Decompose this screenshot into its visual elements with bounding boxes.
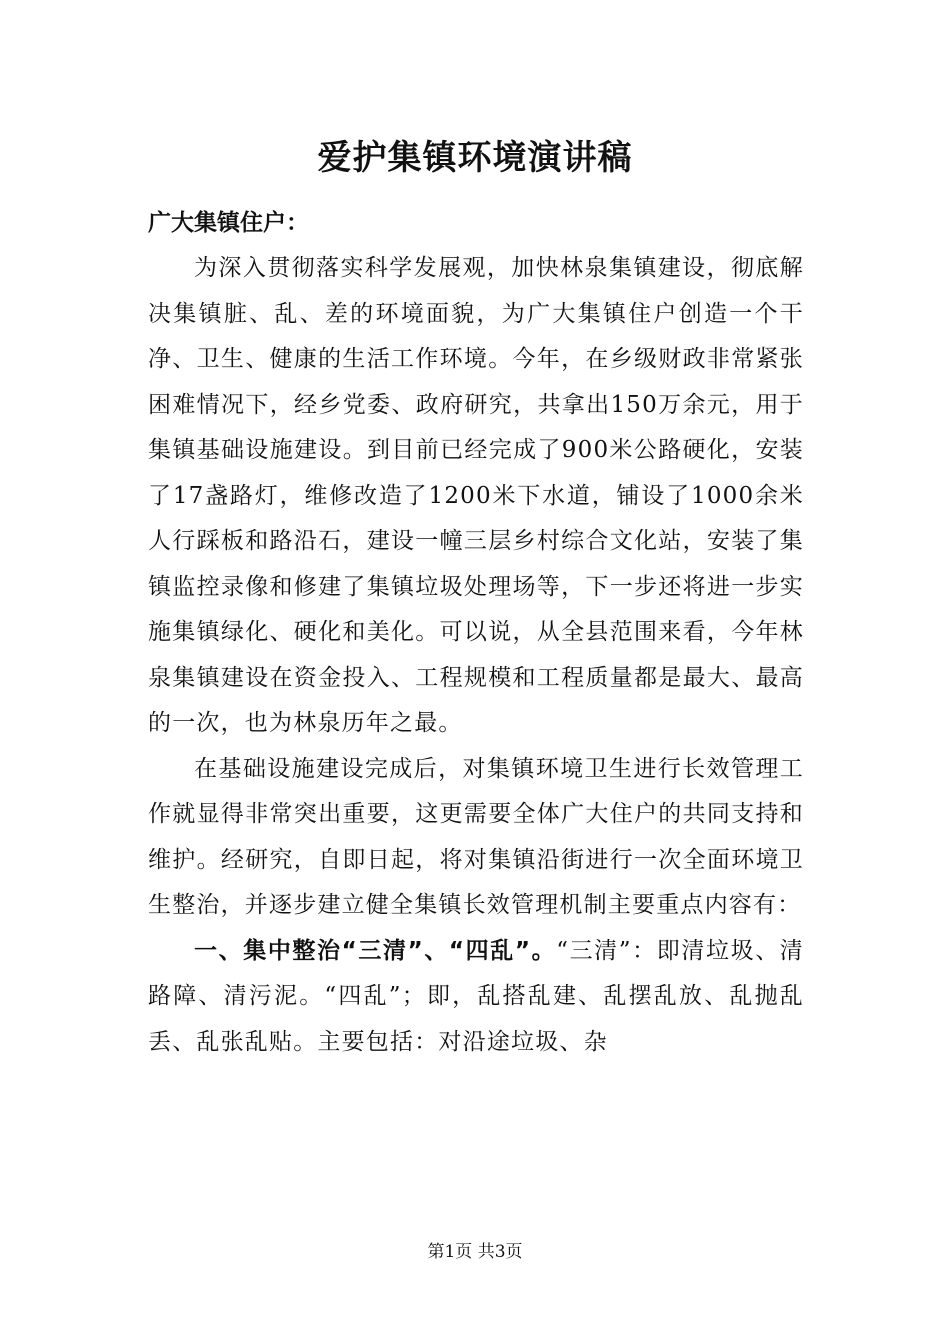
section-one-paragraph: [148, 929, 804, 1066]
paragraph: 为深入贯彻落实科学发展观，加快林泉集镇建设，彻底解决集镇脏、乱、差的环境面貌，为广大集镇住户创造一个干净、卫生、健康的生活工作环境。今年，在乡级财政非常紧张困难情况下，经乡党委、政府研究，共拿出150万余元，用于集镇基础设施建设。到目前已经完成了900米公路硬化，安装了17盏路灯，维修改造了1200米下水道，铺设了1000余米人行踩板和路沿石，建设一幢三层乡村综合文化站，安装了集镇监控录像和修建了集镇垃圾处理场等，下一步还将进一步实施集镇绿化、硬化和美化。可以说，从全县范围来看，今年林泉集镇建设在资金投入、工程规模和工程质量都是最大、最高的一次，也为林泉历年之最。: [148, 255, 804, 736]
salutation: 广大集镇住户：: [148, 210, 309, 236]
paragraph: 在基础设施建设完成后，对集镇环境卫生进行长效管理工作就显得非常突出重要，这更需要全体广大住户的共同支持和维护。经研究，自即日起，将对集镇沿街进行一次全面环境卫生整治，并逐步建立健全集镇长效管理机制主要重点内容有：: [148, 755, 804, 918]
page-number: 第1页 共3页: [427, 1242, 523, 1262]
section-one-heading: 一、集中整治“三清”、“四乱”。: [194, 937, 557, 964]
document-title: 爱护集镇环境演讲稿: [317, 138, 633, 178]
document-body: [148, 246, 804, 1065]
section-one-text: “三清”：即清垃圾、清路障、清污泥。“四乱”；即，乱搭乱建、乱摆乱放、乱抛乱丢、乱张乱贴。主要包括：对沿途垃圾、杂: [148, 937, 805, 1055]
